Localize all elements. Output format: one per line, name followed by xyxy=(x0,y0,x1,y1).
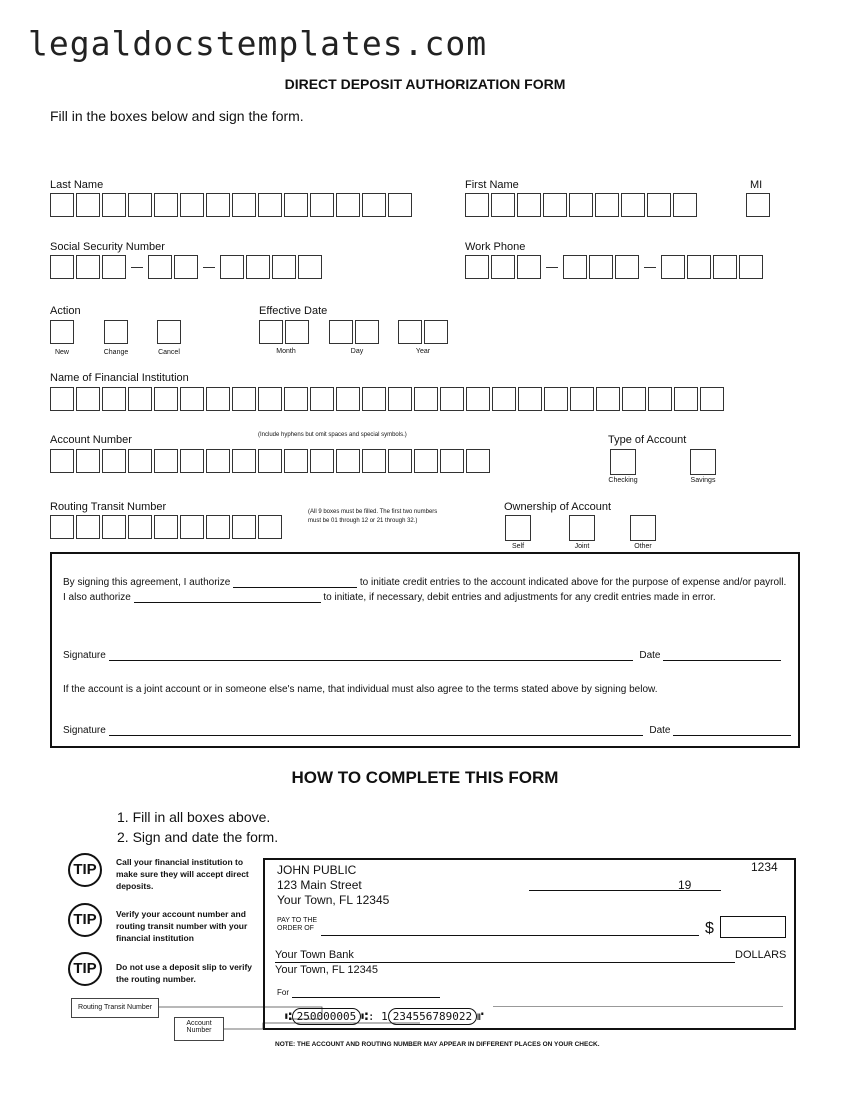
auth-line2-end: to initiate, if necessary, debit entries and adjustments for any credit entries made in error. xyxy=(323,592,716,603)
sample-check xyxy=(263,858,796,1030)
memo-line xyxy=(292,997,440,998)
check-payer-name: JOHN PUBLIC xyxy=(277,863,357,877)
brand-logo: legaldocstemplates.com xyxy=(28,24,488,63)
institution-label: Name of Financial Institution xyxy=(50,372,189,384)
dollars-label: DOLLARS xyxy=(735,949,787,961)
tip-3-line-2: the routing number. xyxy=(116,974,196,984)
check-date-line xyxy=(529,890,721,891)
joint-date-label: Date xyxy=(649,725,671,736)
check-payer-street: 123 Main Street xyxy=(277,878,362,892)
bank-name: Your Town Bank xyxy=(275,949,354,961)
check-payer-city: Your Town, FL 12345 xyxy=(277,893,390,907)
form-instructions: Fill in the boxes below and sign the form. xyxy=(50,108,304,124)
month-label: Month xyxy=(276,348,296,355)
amount-words-line xyxy=(275,962,735,963)
work-phone-label: Work Phone xyxy=(465,241,526,253)
signature-label: Signature xyxy=(63,650,106,661)
checking-label: Checking xyxy=(608,477,638,484)
tip-2-line-2: routing transit number with your xyxy=(116,921,248,931)
routing-label: Routing Transit Number xyxy=(50,501,167,513)
micr-routing-number: 250000005 xyxy=(292,1008,362,1025)
last-name-label: Last Name xyxy=(50,179,104,191)
form-title: DIRECT DEPOSIT AUTHORIZATION FORM xyxy=(284,76,566,92)
tip-1-line-1: Call your financial institution to xyxy=(116,857,244,867)
routing-note-2: must be 01 through 12 or 21 through 32.) xyxy=(308,518,418,524)
memo-label: For xyxy=(277,988,289,997)
pay-to-label-2: ORDER OF xyxy=(277,925,314,932)
tip-2-line-3: financial institution xyxy=(116,933,194,943)
tip-3-line-1: Do not use a deposit slip to verify xyxy=(116,962,253,972)
action-cancel-label: Cancel xyxy=(158,349,180,356)
step-1: 1. Fill in all boxes above. xyxy=(117,809,271,825)
account-number-note: (Include hyphens but omit spaces and special symbols.) xyxy=(258,432,407,438)
ssn-label: Social Security Number xyxy=(50,241,165,253)
year-label: Year xyxy=(415,348,431,355)
micr-account-number: 234556789022 xyxy=(388,1008,477,1025)
action-new-label: New xyxy=(54,349,69,356)
bank-city: Your Town, FL 12345 xyxy=(275,964,378,976)
joint-signature-label: Signature xyxy=(63,725,106,736)
account-callout-line-1: Account xyxy=(186,1020,212,1027)
micr-line: ⑆ 250000005 ⑆: 1 234556789022 ⑈ xyxy=(285,1010,484,1023)
pay-to-label-1: PAY TO THE xyxy=(277,917,318,924)
action-change-label: Change xyxy=(103,349,129,356)
auth-line2-start: I also authorize xyxy=(63,592,131,603)
tip-1-line-2: make sure they will accept direct xyxy=(116,869,249,879)
check-note: NOTE: THE ACCOUNT AND ROUTING NUMBER MAY APPEAR IN DIFFERENT PLACES ON YOUR CHECK. xyxy=(275,1041,600,1048)
savings-label: Savings xyxy=(690,477,716,484)
ownership-label: Ownership of Account xyxy=(504,501,612,513)
amount-box xyxy=(720,916,786,938)
check-number: 1234 xyxy=(751,860,778,874)
auth-line1-start: By signing this agreement, I authorize xyxy=(63,577,231,588)
tip-badge-icon: TIP xyxy=(68,952,102,986)
day-label: Day xyxy=(350,348,364,355)
account-number-label: Account Number xyxy=(50,434,132,446)
routing-note-1: (All 9 boxes must be filled. The first two numbers xyxy=(308,509,438,515)
action-label: Action xyxy=(50,305,81,317)
effective-date-label: Effective Date xyxy=(259,305,328,317)
tip-badge-icon: TIP xyxy=(68,853,102,887)
self-label: Self xyxy=(511,543,525,550)
date-label: Date xyxy=(639,650,661,661)
how-to-title: HOW TO COMPLETE THIS FORM xyxy=(291,768,559,787)
dollar-sign: $ xyxy=(705,920,714,937)
payee-line xyxy=(321,935,699,936)
tip-1-line-3: deposits. xyxy=(116,881,154,891)
first-name-label: First Name xyxy=(465,179,519,191)
other-label: Other xyxy=(634,543,652,550)
check-signature-line xyxy=(493,1006,783,1007)
mi-label: MI xyxy=(750,179,763,191)
routing-callout: Routing Transit Number xyxy=(71,998,159,1018)
step-2: 2. Sign and date the form. xyxy=(117,829,279,845)
tip-badge-icon: TIP xyxy=(68,903,102,937)
account-callout xyxy=(174,1017,224,1041)
account-callout-line-2: Number xyxy=(186,1027,212,1034)
tip-2-line-1: Verify your account number and xyxy=(116,909,246,919)
joint-label: Joint xyxy=(574,543,590,550)
check-year: 19 xyxy=(678,878,692,892)
joint-account-instructions: If the account is a joint account or in someone else's name, that individual must also agree to the terms stated above by signing below. xyxy=(63,684,658,695)
type-of-account-label: Type of Account xyxy=(608,434,687,446)
auth-line1-end: to initiate credit entries to the account indicated above for the purpose of expense and/or payroll. xyxy=(359,577,787,588)
